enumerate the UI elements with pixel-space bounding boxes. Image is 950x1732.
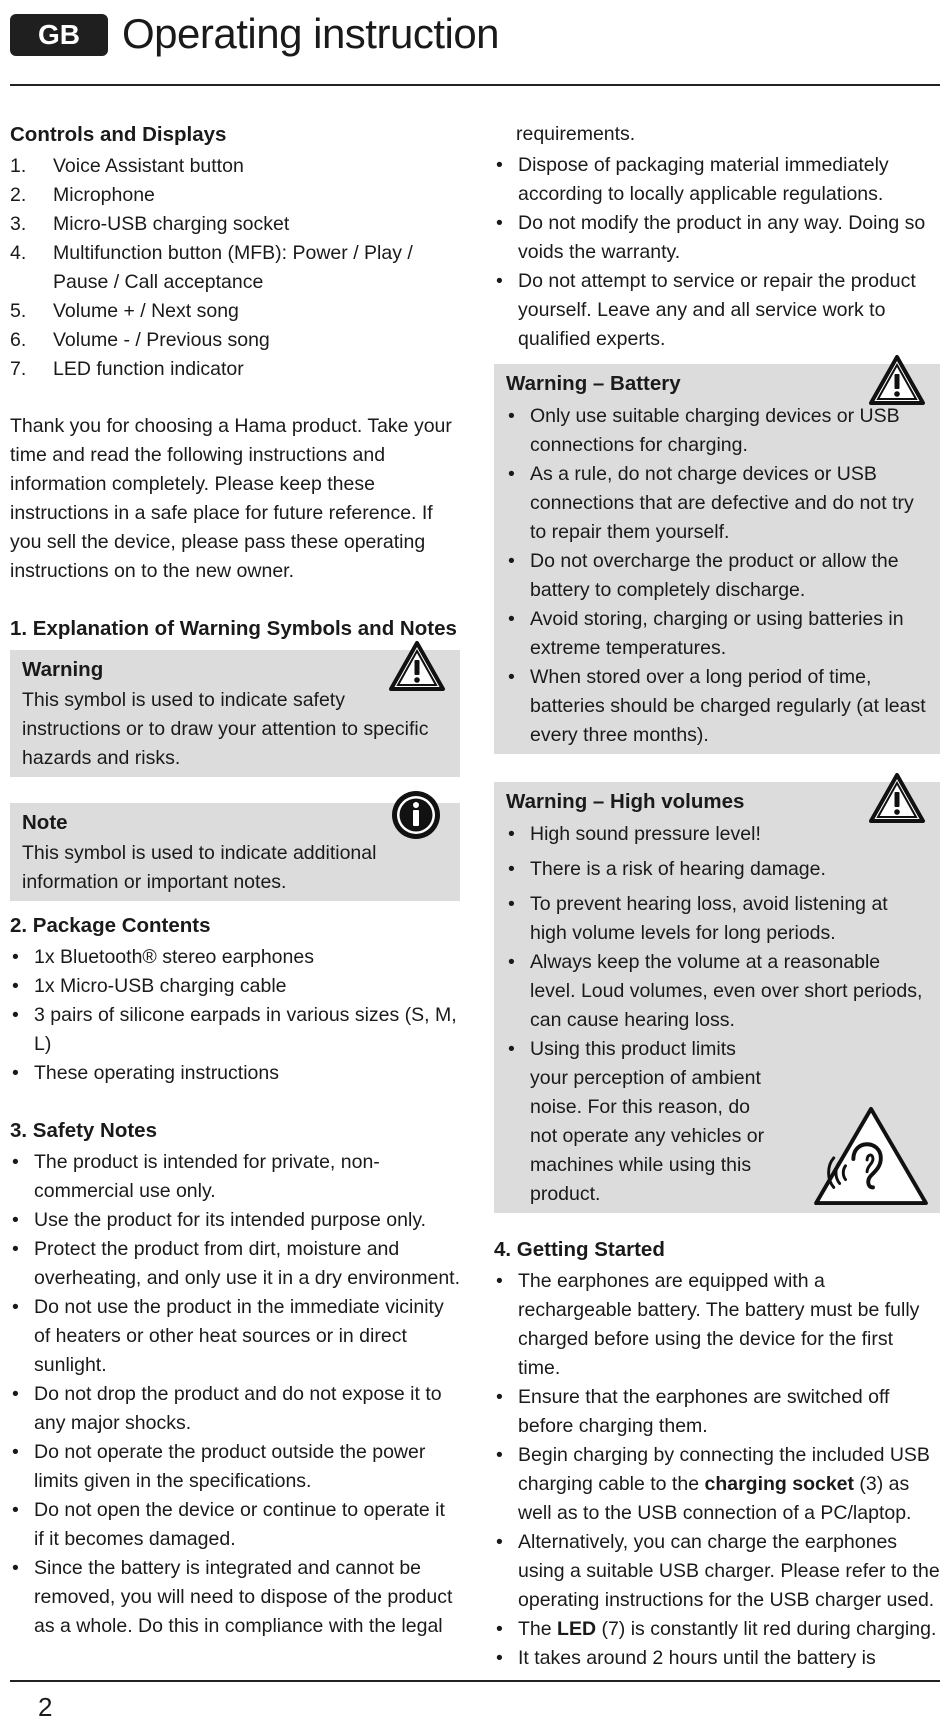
list-item: 7. LED function indicator xyxy=(10,358,244,380)
list-item: • Use the product for its intended purpose only. xyxy=(10,1206,460,1235)
list-item: • Do not open the device or continue to operate it if it becomes damaged. xyxy=(10,1496,460,1554)
list-item: • It takes around 2 hours until the battery is xyxy=(494,1644,940,1673)
section2-heading: 2. Package Contents xyxy=(10,914,211,937)
volume-warning-box xyxy=(494,782,940,1213)
list-item: • Alternatively, you can charge the earphones using a suitable USB charger. Please refer to the operating instructions for the USB charger used. xyxy=(494,1528,940,1615)
list-item: • Begin charging by connecting the included USB charging cable to the charging socket (3) as well as to the USB connection of a PC/laptop. xyxy=(494,1441,940,1528)
warning-triangle-icon xyxy=(868,354,926,406)
note-text: This symbol is used to indicate additional information or important notes. xyxy=(22,842,377,893)
list-item: • Do not overcharge the product or allow the battery to completely discharge. xyxy=(506,547,928,605)
intro-paragraph: Thank you for choosing a Hama product. Take your time and read the following instructions and information completely. Please keep these instructions in a safe place for future reference. If you sell the device, please pass these operating instructions on to the new owner. xyxy=(10,415,452,582)
list-item: • 1x Micro-USB charging cable xyxy=(10,972,460,1001)
language-badge: GB xyxy=(10,14,108,56)
list-item: • Do not operate the product outside the power limits given in the specifications. xyxy=(10,1438,460,1496)
list-item: 6. Volume - / Previous song xyxy=(10,329,270,351)
list-item: • The product is intended for private, non-commercial use only. xyxy=(10,1148,460,1206)
list-item: • The earphones are equipped with a rechargeable battery. The battery must be fully charged before using the device for the first time. xyxy=(494,1267,940,1383)
note-title: Note xyxy=(22,811,68,834)
list-item: • 1x Bluetooth® stereo earphones xyxy=(10,943,460,972)
info-circle-icon xyxy=(390,789,442,841)
note-box xyxy=(10,803,460,901)
list-item: • Using this product limits your perception of ambient noise. For this reason, do not operate any vehicles or machines while using this product. xyxy=(506,1035,928,1209)
header-rule xyxy=(10,84,940,86)
getting-started-list xyxy=(494,1267,940,1673)
battery-warning-list xyxy=(506,402,928,750)
list-item: • Do not modify the product in any way. Doing so voids the warranty. xyxy=(494,209,940,267)
list-item: • Protect the product from dirt, moisture and overheating, and only use it in a dry environment. xyxy=(10,1235,460,1293)
list-item: 1. Voice Assistant button xyxy=(10,155,244,177)
safety-notes-continued: requirements. xyxy=(516,123,636,145)
list-item: • When stored over a long period of time, batteries should be charged regularly (at least every three months). xyxy=(506,663,928,750)
volume-warning-title: Warning – High volumes xyxy=(506,790,745,813)
list-item: • To prevent hearing loss, avoid listening at high volume levels for long periods. xyxy=(506,890,928,948)
controls-list xyxy=(10,152,460,384)
warning-triangle-icon xyxy=(388,640,446,692)
section4-heading: 4. Getting Started xyxy=(494,1238,665,1261)
list-item: • There is a risk of hearing damage. xyxy=(506,855,928,884)
controls-heading: Controls and Displays xyxy=(10,123,227,146)
list-item: • Ensure that the earphones are switched off before charging them. xyxy=(494,1383,940,1441)
document-title: Operating instruction xyxy=(122,10,500,57)
list-item: • Dispose of packaging material immediately according to locally applicable regulations. xyxy=(494,151,940,209)
safety-notes-list xyxy=(10,1148,460,1641)
list-item: • Do not drop the product and do not expose it to any major shocks. xyxy=(10,1380,460,1438)
list-item: • High sound pressure level! xyxy=(506,820,928,849)
list-item: • As a rule, do not charge devices or USB connections that are defective and do not try to repair them yourself. xyxy=(506,460,928,547)
battery-warning-box xyxy=(494,364,940,754)
list-item: • Do not use the product in the immediate vicinity of heaters or other heat sources or in direct sunlight. xyxy=(10,1293,460,1380)
right-column xyxy=(494,120,940,1673)
warning-triangle-icon xyxy=(868,772,926,824)
list-item: • Only use suitable charging devices or USB connections for charging. xyxy=(506,402,928,460)
list-item: • The LED (7) is constantly lit red during charging. xyxy=(494,1615,940,1644)
package-contents-list xyxy=(10,943,460,1088)
warning-text: This symbol is used to indicate safety instructions or to draw your attention to specific hazards and risks. xyxy=(22,689,429,769)
list-item: • Since the battery is integrated and cannot be removed, you will need to dispose of the product as a whole. Do this in compliance with the legal xyxy=(10,1554,460,1641)
battery-warning-title: Warning – Battery xyxy=(506,372,681,395)
section1-heading: 1. Explanation of Warning Symbols and Notes xyxy=(10,617,457,640)
list-item: • Avoid storing, charging or using batteries in extreme temperatures. xyxy=(506,605,928,663)
page-header xyxy=(10,12,940,72)
list-item: 4. Multifunction button (MFB): Power / Play / Pause / Call acceptance xyxy=(10,242,413,293)
page-number: 2 xyxy=(38,1692,53,1722)
left-column xyxy=(10,120,460,1641)
section3-heading: 3. Safety Notes xyxy=(10,1119,157,1142)
list-item: 3. Micro-USB charging socket xyxy=(10,213,290,235)
list-item: • Always keep the volume at a reasonable level. Loud volumes, even over short periods, can cause hearing loss. xyxy=(506,948,928,1035)
list-item: 5. Volume + / Next song xyxy=(10,300,239,322)
footer-rule xyxy=(10,1680,940,1682)
list-item: • These operating instructions xyxy=(10,1059,460,1088)
list-item: • Do not attempt to service or repair the product yourself. Leave any and all service work to qualified experts. xyxy=(494,267,940,354)
safety-notes-list-continued xyxy=(494,151,940,354)
hearing-protection-icon xyxy=(812,1105,930,1207)
list-item: • 3 pairs of silicone earpads in various sizes (S, M, L) xyxy=(10,1001,460,1059)
warning-box xyxy=(10,650,460,777)
list-item: 2. Microphone xyxy=(10,184,155,206)
warning-title: Warning xyxy=(22,658,104,681)
